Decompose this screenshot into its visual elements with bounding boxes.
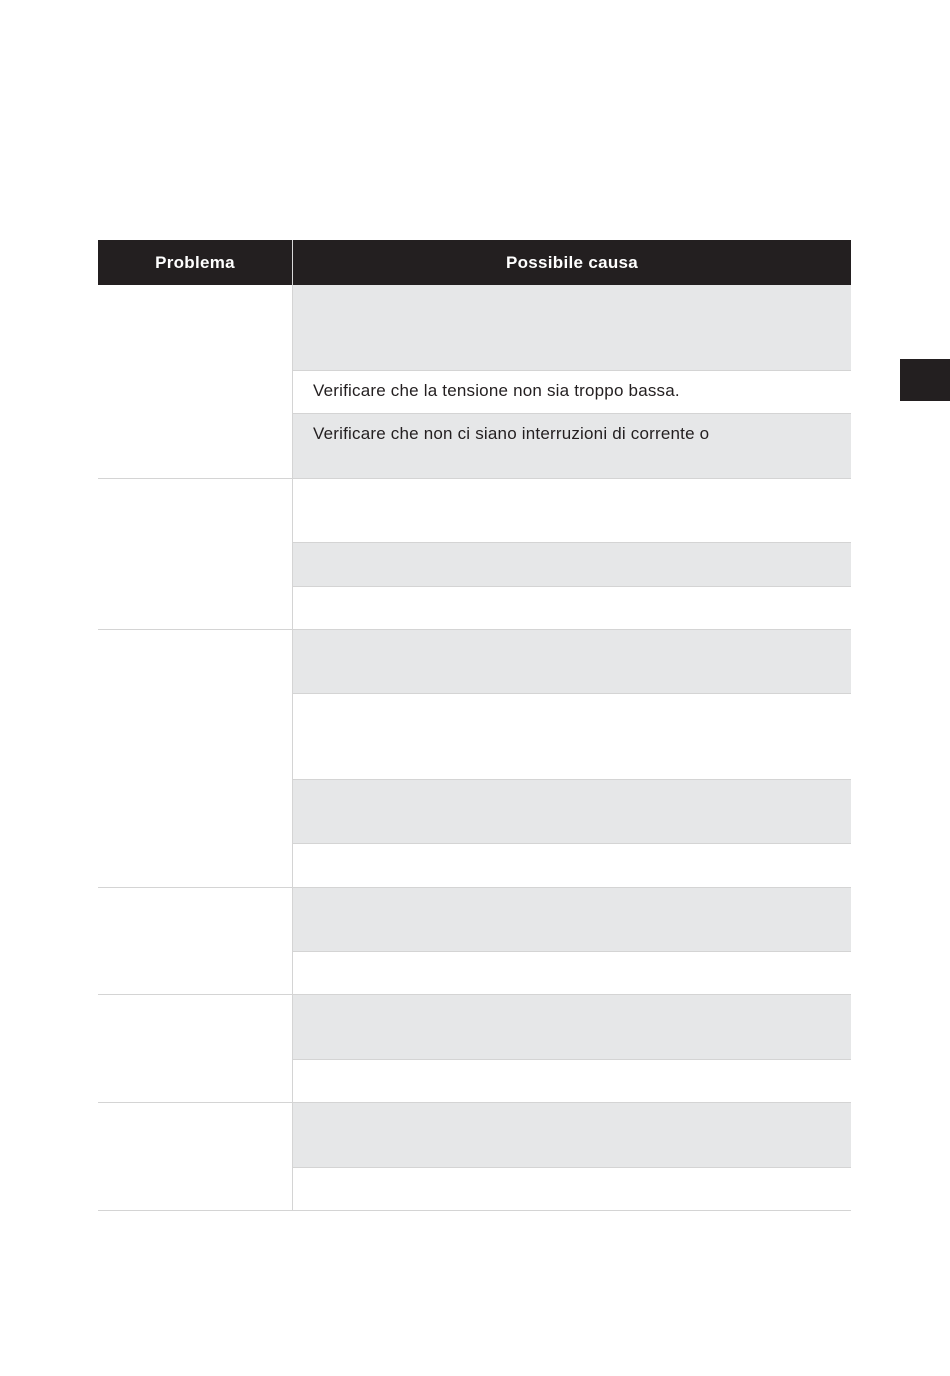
group-divider <box>98 629 293 630</box>
table-row <box>292 285 851 371</box>
table-row <box>292 844 851 888</box>
group-divider <box>98 994 293 995</box>
cause-text: Verificare che non ci siano interruzioni di corrente o <box>313 424 710 443</box>
table-row <box>292 888 851 952</box>
table-row <box>292 587 851 630</box>
table-row <box>292 479 851 543</box>
group-divider <box>98 1210 293 1211</box>
table-header <box>98 240 851 285</box>
table-row <box>292 1168 851 1211</box>
table-row <box>292 694 851 780</box>
section-tab-marker <box>900 359 950 401</box>
table-row <box>292 995 851 1060</box>
cause-text: Verificare che la tensione non sia troppo bassa. <box>313 381 680 400</box>
table-row <box>292 1103 851 1168</box>
group-divider <box>98 1102 293 1103</box>
header-cause: Possibile causa <box>505 253 639 272</box>
table-row <box>292 952 851 995</box>
table-row <box>292 414 851 479</box>
table-row <box>292 630 851 694</box>
table-row <box>292 543 851 587</box>
group-divider <box>98 478 293 479</box>
table-row <box>292 1060 851 1103</box>
table-row <box>292 371 851 414</box>
group-divider <box>98 887 293 888</box>
table-row <box>292 780 851 844</box>
header-problem: Problema <box>98 240 293 285</box>
